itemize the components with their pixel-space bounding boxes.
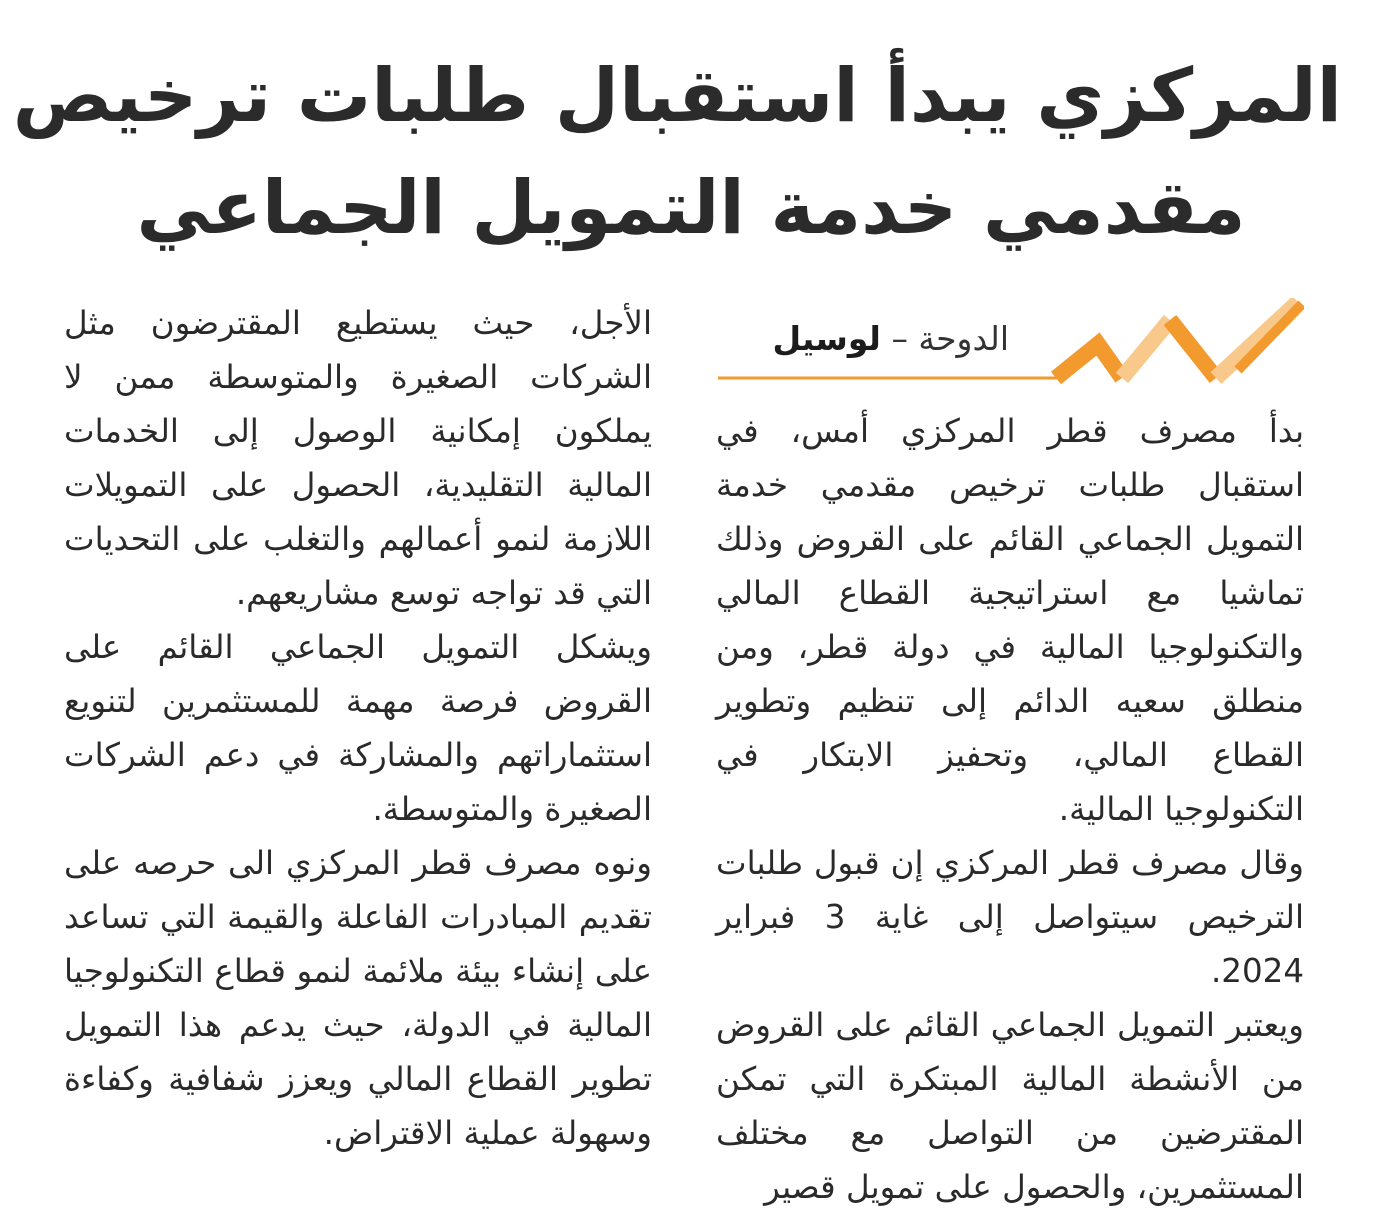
byline-location: الدوحة – — [891, 319, 1009, 358]
paragraph-left-1: الأجل، حيث يستطيع المقترضون مثل الشركات الصغيرة والمتوسطة ممن لا يملكون إمكانية الوصول إلى الخدمات المالية التقليدية، الحصول على التمويلات اللازمة لنمو أعمالهم والتغلب على التحديات التي قد تواجه توسع مشاريعهم. — [64, 304, 652, 612]
zigzag-segment-2 — [1122, 320, 1170, 378]
headline-line-2: مقدمي خدمة التمويل الجماعي — [136, 165, 1246, 251]
paragraph-left-2: ويشكل التمويل الجماعي القائم على القروض فرصة مهمة للمستثمرين لتنويع استثماراتهم والمشاركة في دعم الشركات الصغيرة والمتوسطة. — [64, 628, 652, 828]
paragraph-right-3: ويعتبر التمويل الجماعي القائم على القروض من الأنشطة المالية المبتكرة التي تمكن المقترضين من التواصل مع مختلف المستثمرين، والحصول على تمويل قصير — [716, 1006, 1304, 1206]
byline — [718, 298, 1304, 384]
headline-line-1: المركزي يبدأ استقبال طلبات ترخيص — [12, 53, 1342, 139]
zigzag-segment-5 — [1238, 304, 1302, 370]
article-headline — [12, 40, 1342, 264]
article-column-right — [716, 404, 1304, 1214]
zigzag-segment-1 — [1056, 344, 1122, 378]
zigzag-segment-4 — [1216, 302, 1298, 378]
paragraph-left-3: ونوه مصرف قطر المركزي الى حرصه على تقديم المبادرات الفاعلة والقيمة التي تساعد على إنشاء بيئة ملائمة لنمو قطاع التكنولوجيا المالية في الدولة، حيث يدعم هذا التمويل تطوير القطاع المالي ويعزز شفافية وكفاءة وسهولة عملية الاقتراض. — [64, 844, 652, 1152]
paragraph-right-1: بدأ مصرف قطر المركزي أمس، في استقبال طلبات ترخيص مقدمي خدمة التمويل الجماعي القائم على القروض وذلك تماشيا مع استراتيجية القطاع المالي والتكنولوجيا المالية في دولة قطر، ومن منطلق سعيه الدائم إلى تنظيم وتطوير القطاع المالي، وتحفيز الابتكار في التكنولوجيا المالية. — [716, 412, 1304, 828]
paragraph-right-2: وقال مصرف قطر المركزي إن قبول طلبات الترخيص سيتواصل إلى غاية 3 فبراير 2024. — [716, 844, 1304, 990]
zigzag-segment-3 — [1170, 320, 1216, 378]
article-column-left — [64, 296, 652, 1160]
byline-brand: لوسيل — [772, 319, 881, 358]
byline-text — [772, 316, 1009, 362]
